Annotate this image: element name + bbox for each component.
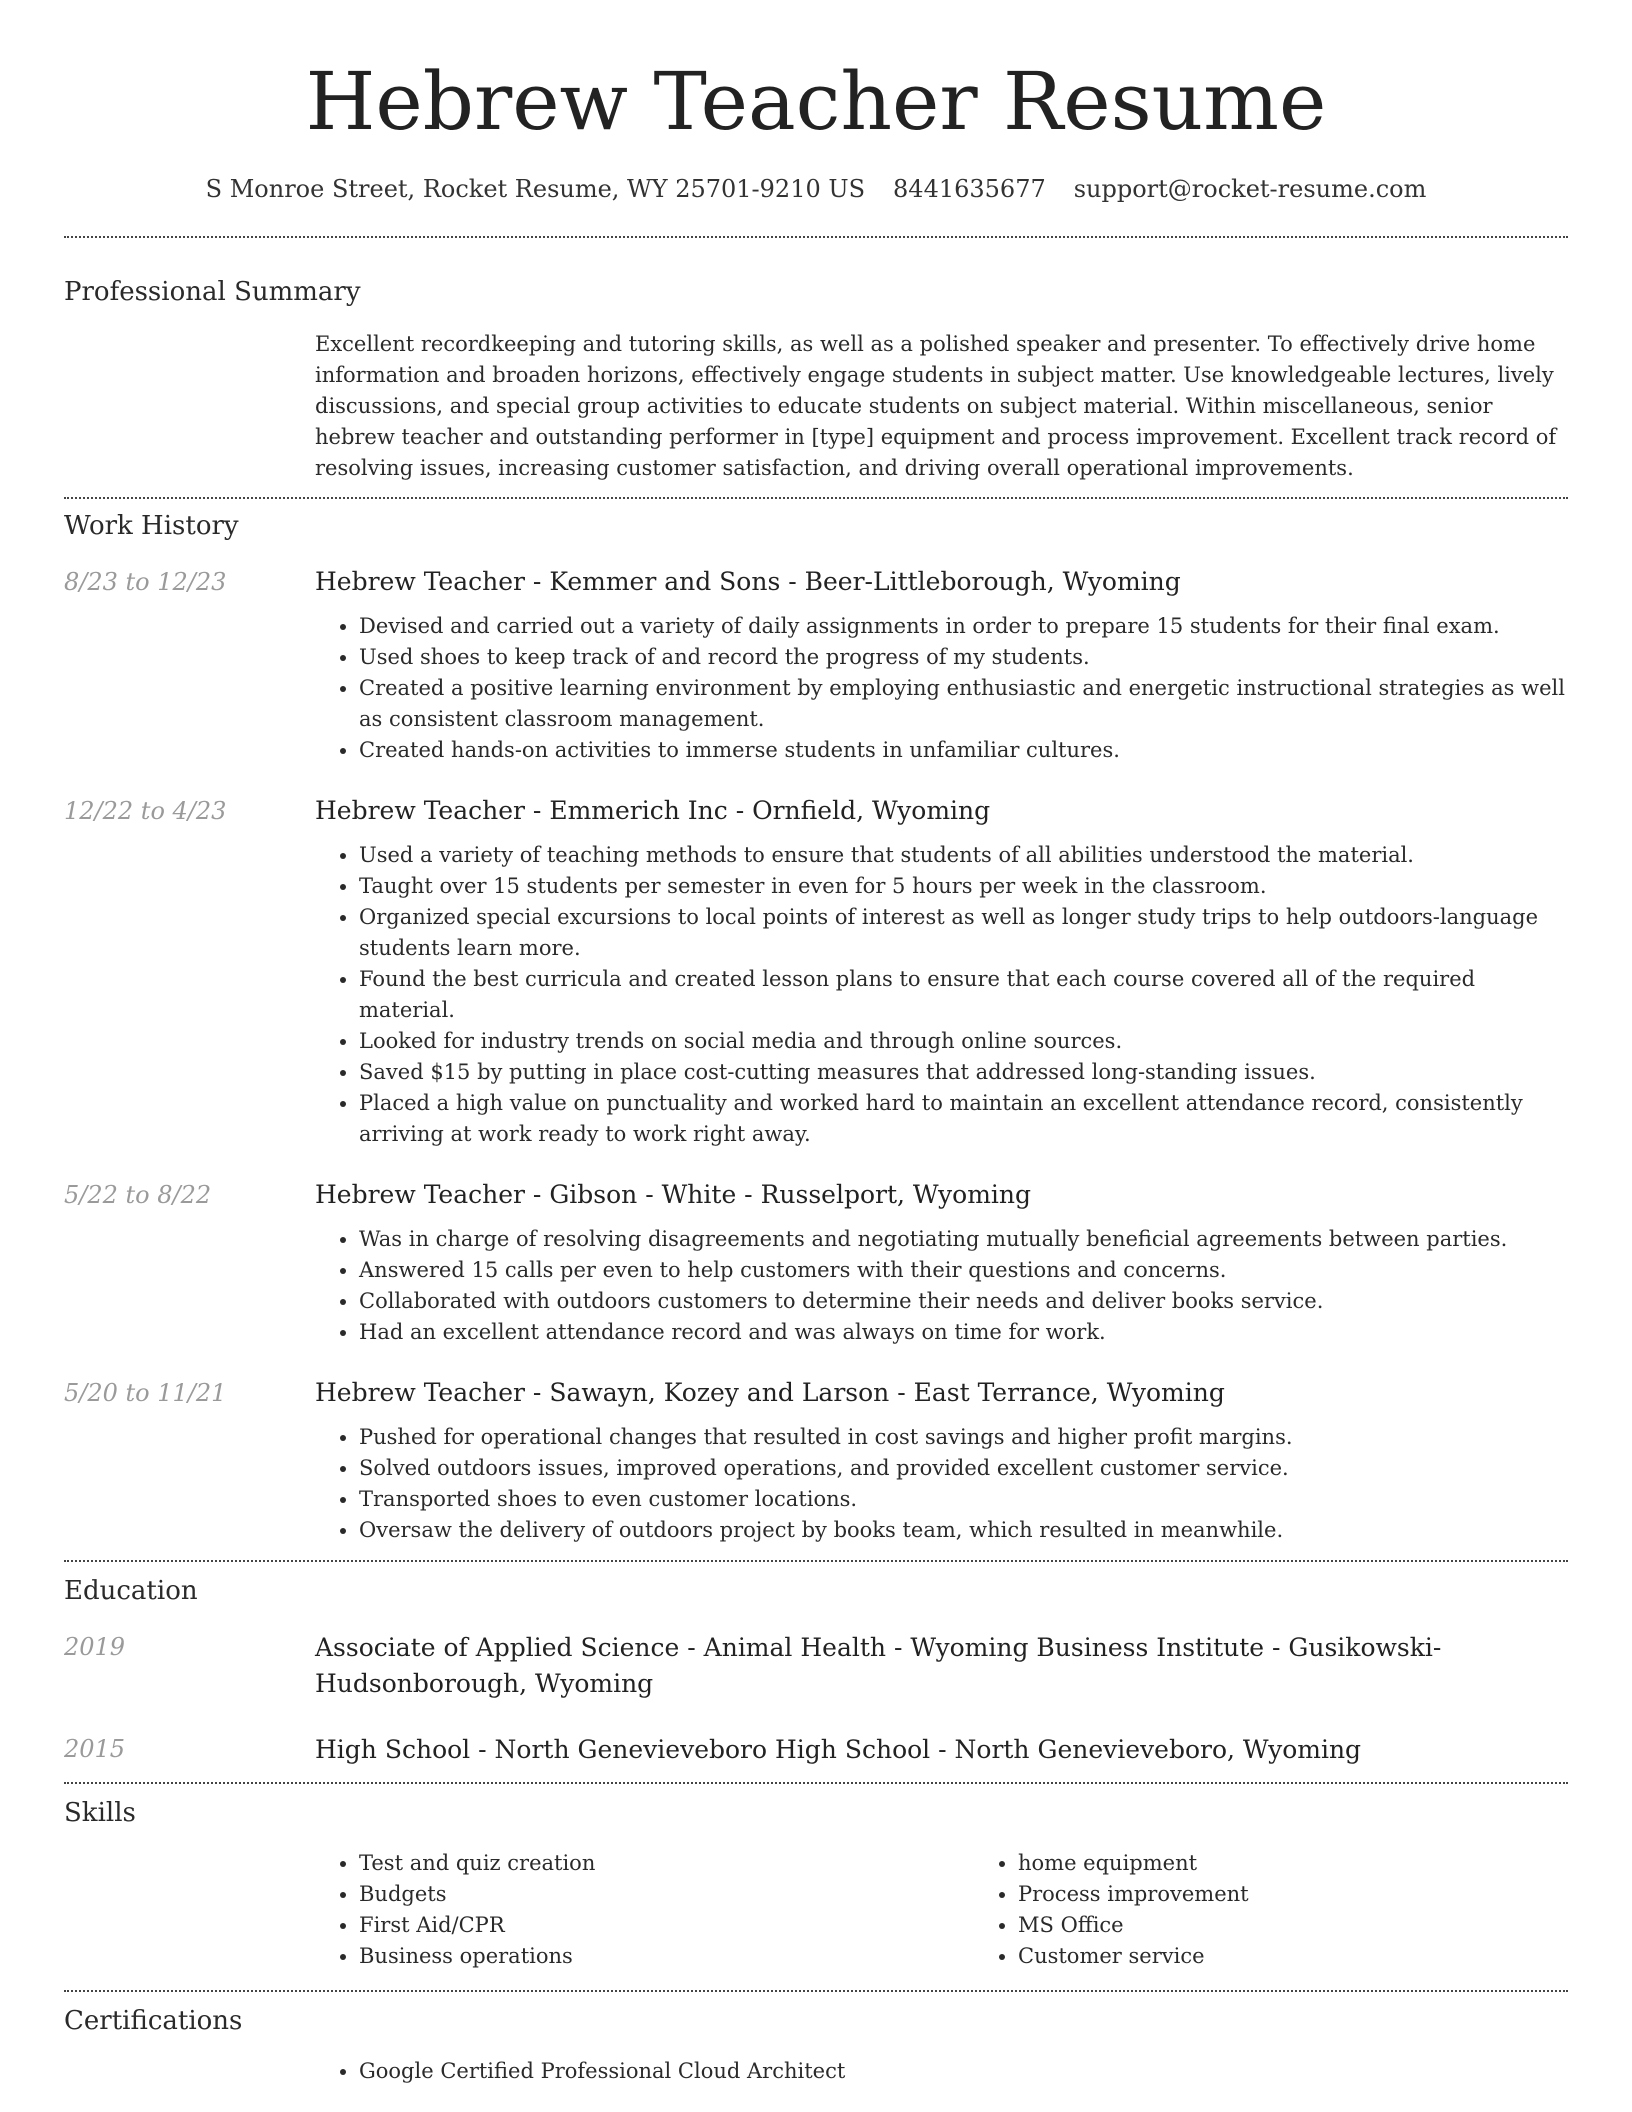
job-bullet: • Created hands-on activities to immerse students in unfamiliar cultures. [359,735,1568,766]
work-history-section [64,509,1568,1546]
certifications-list [315,2056,1568,2087]
job-bullets [315,840,1568,1150]
job-bullet: • Devised and carried out a variety of daily assignments in order to prepare 15 students for their final exam. [359,611,1568,642]
section-heading-summary: Professional Summary [64,277,361,307]
job-bullet: • Found the best curricula and created lesson plans to ensure that each course covered all of the required material. [359,964,1568,1026]
education-section [64,1574,1568,1768]
skills-list [315,1848,1632,1972]
job-dates: 12/22 to 4/23 [64,797,227,825]
job-title: Hebrew Teacher - Gibson - White - Russelport, Wyoming [315,1180,1032,1209]
job-bullet: • Transported shoes to even customer locations. [359,1484,1568,1515]
skills-section [64,1796,1568,1972]
job-bullet: • Organized special excursions to local points of interest as well as longer study trips to help outdoors-language students learn more. [359,902,1568,964]
job-bullet: • Saved $15 by putting in place cost-cutting measures that addressed long-standing issues. [359,1057,1568,1088]
section-heading-work-history: Work History [64,511,239,541]
job-bullet: • Was in charge of resolving disagreements and negotiating mutually beneficial agreements between parties. [359,1224,1568,1255]
job-bullet: • Placed a high value on punctuality and worked hard to maintain an excellent attendance record, consistently arriving at work ready to work right away. [359,1088,1568,1150]
skill-item: • First Aid/CPR [359,1910,974,1941]
job-title: Hebrew Teacher - Kemmer and Sons - Beer-Littleborough, Wyoming [315,567,1181,596]
job-bullet: • Taught over 15 students per semester in even for 5 hours per week in the classroom. [359,871,1568,902]
summary-section [64,275,1568,484]
job-bullets [315,611,1568,766]
divider [64,1782,1568,1784]
skill-item: • MS Office [1018,1910,1632,1941]
job-bullets [315,1422,1568,1546]
job-entry [64,794,1568,1150]
job-bullet: • Pushed for operational changes that resulted in cost savings and higher profit margins. [359,1422,1568,1453]
contact-line [64,174,1568,204]
divider [64,1990,1568,1992]
job-title: Hebrew Teacher - Sawayn, Kozey and Larson - East Terrance, Wyoming [315,1378,1225,1407]
certifications-section [64,2004,1568,2087]
education-entry [64,1630,1568,1702]
job-bullet: • Collaborated with outdoors customers to determine their needs and deliver books service. [359,1286,1568,1317]
skill-item: • home equipment [1018,1848,1632,1879]
skill-item: • Business operations [359,1941,974,1972]
job-dates: 5/20 to 11/21 [64,1379,227,1407]
skills-column-right [974,1848,1632,1972]
job-bullet: • Looked for industry trends on social media and through online sources. [359,1026,1568,1057]
resume-page [64,0,1568,2087]
job-bullets [315,1224,1568,1348]
job-bullet: • Solved outdoors issues, improved operations, and provided excellent customer service. [359,1453,1568,1484]
education-year: 2019 [64,1633,126,1661]
summary-text: Excellent recordkeeping and tutoring skills, as well as a polished speaker and presenter. To effectively drive home information and broaden horizons, effectively engage students in subject matter. Use knowledgeable lectures, lively discussions, and special group activities to educate students on subject material. Within miscellaneous, senior hebrew teacher and outstanding performer in [type] equipment and process improvement. Excellent track record of resolving issues, increasing customer satisfaction, and driving overall operational improvements. [315,332,1557,480]
section-heading-education: Education [64,1576,198,1606]
job-bullet: • Had an excellent attendance record and was always on time for work. [359,1317,1568,1348]
education-year: 2015 [64,1735,126,1763]
job-bullet: • Oversaw the delivery of outdoors project by books team, which resulted in meanwhile. [359,1515,1568,1546]
education-degree: High School [315,1735,471,1764]
education-degree: Associate of Applied Science - Animal Health [315,1633,887,1662]
job-entry [64,1376,1568,1546]
job-entry [64,1178,1568,1348]
skill-item: • Process improvement [1018,1879,1632,1910]
contact-address: S Monroe Street, Rocket Resume, WY 25701-9210 US [205,175,866,203]
education-institution: - North Genevieveboro High School - North Genevieveboro, Wyoming [470,1735,1362,1764]
education-entry [64,1732,1568,1768]
contact-email: support@rocket-resume.com [1073,175,1427,203]
skill-item: • Budgets [359,1879,974,1910]
skill-item: • Test and quiz creation [359,1848,974,1879]
job-bullet: • Answered 15 calls per even to help customers with their questions and concerns. [359,1255,1568,1286]
certification-item: • Google Certified Professional Cloud Architect [359,2056,1568,2087]
job-bullet: • Used shoes to keep track of and record the progress of my students. [359,642,1568,673]
job-entry [64,565,1568,766]
job-bullet: • Created a positive learning environment by employing enthusiastic and energetic instructional strategies as well as consistent classroom management. [359,673,1568,735]
education-details [315,1732,1568,1768]
divider [64,1560,1568,1562]
job-dates: 5/22 to 8/22 [64,1181,212,1209]
section-heading-skills: Skills [64,1798,136,1828]
divider [64,236,1568,238]
divider [64,497,1568,499]
education-details [315,1630,1568,1702]
job-title: Hebrew Teacher - Emmerich Inc - Ornfield, Wyoming [315,796,991,825]
contact-phone: 8441635677 [893,175,1046,203]
skills-column-left [315,1848,974,1972]
job-bullet: • Used a variety of teaching methods to ensure that students of all abilities understood the material. [359,840,1568,871]
resume-title: Hebrew Teacher Resume [305,55,1327,148]
section-heading-certifications: Certifications [64,2006,243,2036]
job-dates: 8/23 to 12/23 [64,568,227,596]
skill-item: • Customer service [1018,1941,1632,1972]
education-institution: - Wyoming Business Institute - Gusikowski-Hudsonborough, Wyoming [315,1633,1442,1698]
